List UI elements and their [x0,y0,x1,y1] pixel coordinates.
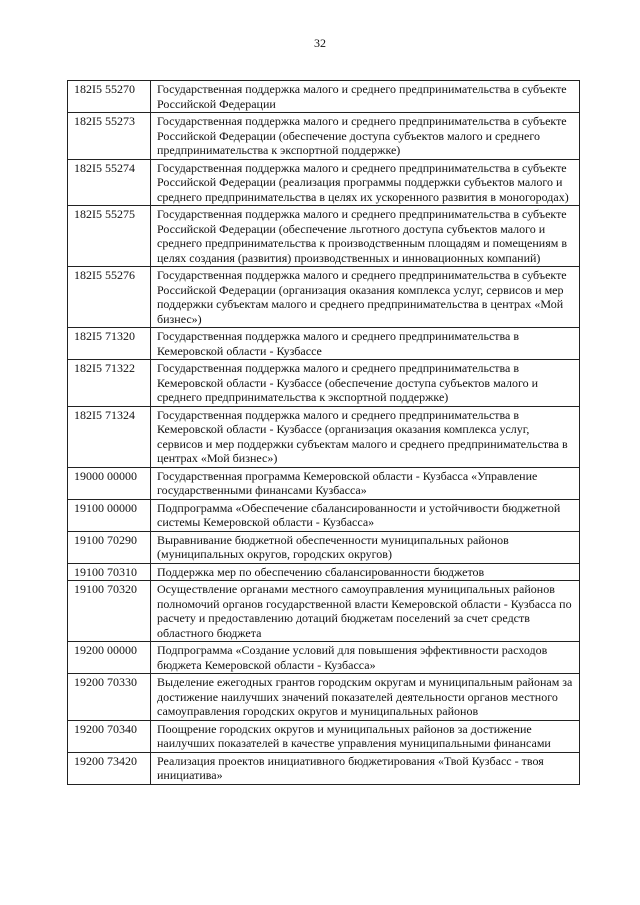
description-cell: Подпрограмма «Создание условий для повышения эффективности расходов бюджета Кемеровской области - Кузбасса» [151,642,580,674]
table-row [68,581,580,642]
table-row [68,563,580,581]
code-cell: 19100 70290 [68,531,151,563]
table-row [68,81,580,113]
description-cell: Государственная поддержка малого и среднего предпринимательства в субъекте Российской Федерации (организация оказания комплекса услуг, сервисов и мер поддержки субъектам малого и среднего предпринимательства в центрах «Мой бизнес») [151,267,580,328]
code-cell: 182I5 55270 [68,81,151,113]
description-cell: Поощрение городских округов и муниципальных районов за достижение наилучших показателей в качестве управления муниципальными финансами [151,720,580,752]
table-row [68,328,580,360]
code-cell: 182I5 55273 [68,113,151,160]
table-row [68,674,580,721]
description-cell: Государственная поддержка малого и среднего предпринимательства в субъекте Российской Федерации [151,81,580,113]
description-cell: Государственная программа Кемеровской области - Кузбасса «Управление государственными финансами Кузбасса» [151,467,580,499]
description-cell: Подпрограмма «Обеспечение сбалансированности и устойчивости бюджетной системы Кемеровской области - Кузбасса» [151,499,580,531]
table-row [68,467,580,499]
budget-code-table [67,80,580,785]
code-cell: 182I5 71324 [68,406,151,467]
code-cell: 19200 73420 [68,752,151,784]
description-cell: Выравнивание бюджетной обеспеченности муниципальных районов (муниципальных округов, городских округов) [151,531,580,563]
code-cell: 19200 70330 [68,674,151,721]
code-cell: 182I5 71322 [68,360,151,407]
code-cell: 182I5 71320 [68,328,151,360]
table-row [68,499,580,531]
code-cell: 19200 70340 [68,720,151,752]
description-cell: Государственная поддержка малого и среднего предпринимательства в Кемеровской области - Кузбассе [151,328,580,360]
table-row [68,159,580,206]
description-cell: Осуществление органами местного самоуправления муниципальных районов полномочий органов государственной власти Кемеровской области - Кузбасса по расчету и предоставлению дотаций бюджетам поселений за счет средств областного бюджета [151,581,580,642]
description-cell: Выделение ежегодных грантов городским округам и муниципальным районам за достижение наилучших значений показателей деятельности органов местного самоуправления городских округов и муниципальных районов [151,674,580,721]
table-row [68,267,580,328]
table-row [68,360,580,407]
table-row [68,406,580,467]
code-cell: 19000 00000 [68,467,151,499]
table-row [68,206,580,267]
description-cell: Государственная поддержка малого и среднего предпринимательства в субъекте Российской Федерации (обеспечение льготного доступа субъектов малого и среднего предпринимательства к производственным площадям и помещениям в целях создания (развития) производственных и инновационных компаний) [151,206,580,267]
code-cell: 19100 70320 [68,581,151,642]
table-row [68,531,580,563]
code-cell: 182I5 55275 [68,206,151,267]
description-cell: Поддержка мер по обеспечению сбалансированности бюджетов [151,563,580,581]
description-cell: Государственная поддержка малого и среднего предпринимательства в Кемеровской области - Кузбассе (организация оказания комплекса услуг, сервисов и мер поддержки субъектам малого и среднего предпринимательства в центрах «Мой бизнес») [151,406,580,467]
description-cell: Государственная поддержка малого и среднего предпринимательства в субъекте Российской Федерации (реализация программы поддержки субъектов малого и среднего предпринимательства в целях их ускоренного развития в моногородах) [151,159,580,206]
table-row [68,752,580,784]
table-row [68,642,580,674]
code-cell: 182I5 55276 [68,267,151,328]
code-cell: 19100 00000 [68,499,151,531]
description-cell: Государственная поддержка малого и среднего предпринимательства в субъекте Российской Федерации (обеспечение доступа субъектов малого и среднего предпринимательства к экспортной поддержке) [151,113,580,160]
table-row [68,113,580,160]
page-number: 32 [314,36,326,50]
code-cell: 19100 70310 [68,563,151,581]
description-cell: Реализация проектов инициативного бюджетирования «Твой Кузбасс - твоя инициатива» [151,752,580,784]
table-row [68,720,580,752]
description-cell: Государственная поддержка малого и среднего предпринимательства в Кемеровской области - Кузбассе (обеспечение доступа субъектов малого и среднего предпринимательства к экспортной поддержке) [151,360,580,407]
code-cell: 182I5 55274 [68,159,151,206]
code-cell: 19200 00000 [68,642,151,674]
